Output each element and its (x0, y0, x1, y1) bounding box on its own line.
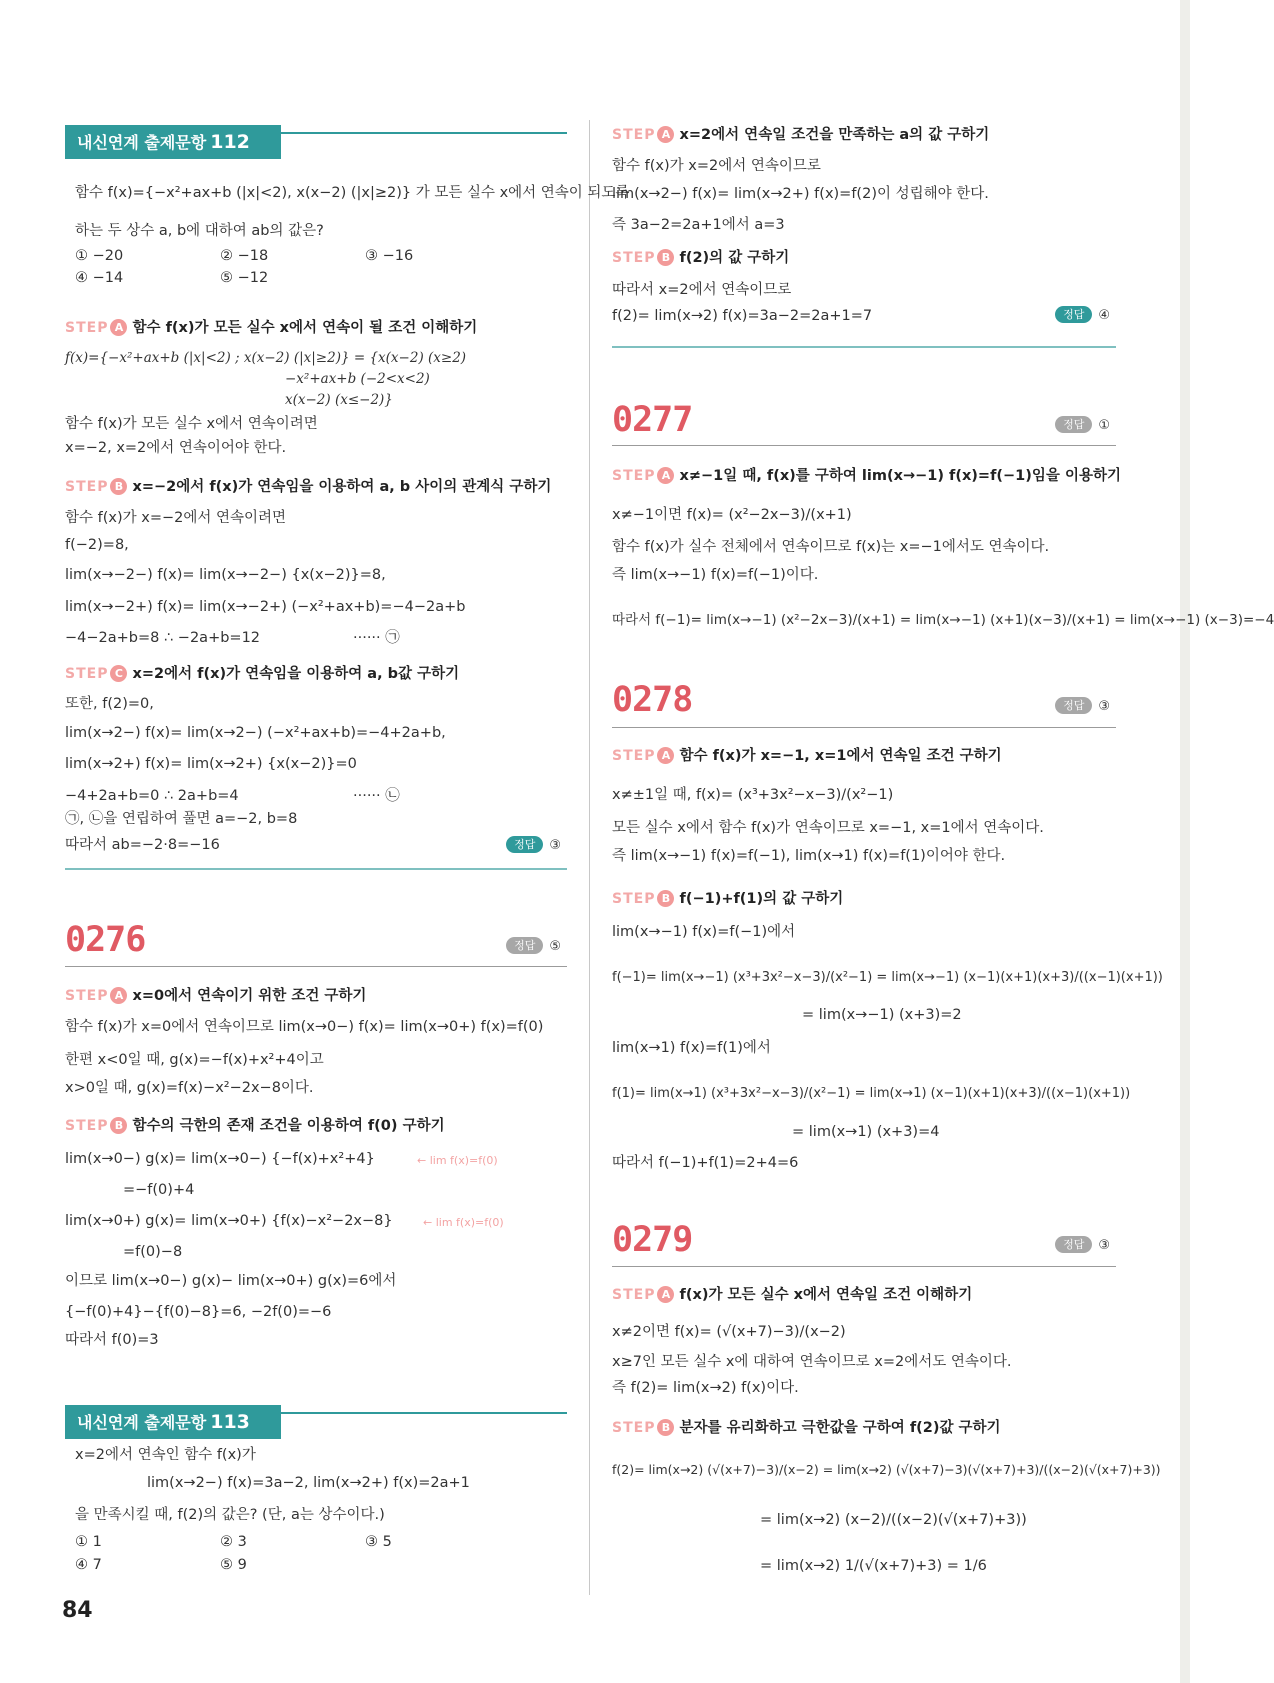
q112-b-line4: lim(x→−2+) f(x)= lim(x→−2+) (−x²+ax+b)=−4−2a+b (65, 599, 466, 615)
p0278-b-line5: f(1)= lim(x→1) (x³+3x²−x−3)/(x²−1) = lim(x→1) (x−1)(x+1)(x+3)/((x−1)(x+1)) (612, 1086, 1131, 1101)
q113-option-3: ③ 5 (365, 1534, 392, 1550)
p0276-answer (506, 937, 561, 954)
p0278-a-line3: 즉 lim(x→−1) f(x)=f(−1), lim(x→1) f(x)=f(1)이어야 한다. (612, 848, 1006, 864)
piecewise-line2: −x²+ax+b (−2<x<2) (285, 371, 430, 387)
answer-pill: 정답 (1055, 416, 1092, 433)
p0277-answer (1055, 416, 1110, 433)
q113-option-1: ① 1 (75, 1534, 102, 1550)
p0278-step-a: STEP A 함수 f(x)가 x=−1, x=1에서 연속일 조건 구하기 (612, 748, 1002, 764)
q112-c-line3: lim(x→2+) f(x)= lim(x→2+) {x(x−2)}=0 (65, 756, 357, 772)
p0279-b-line2: = lim(x→2) (x−2)/((x−2)(√(x+7)+3)) (760, 1512, 1027, 1528)
q113-line1: x=2에서 연속인 함수 f(x)가 (75, 1447, 256, 1463)
p0279-step-a: STEP A f(x)가 모든 실수 x에서 연속일 조건 이해하기 (612, 1287, 973, 1303)
p0276-b-line2: =−f(0)+4 (123, 1182, 195, 1198)
p0279-a-line1: x≠2이면 f(x)= (√(x+7)−3)/(x−2) (612, 1324, 846, 1340)
problem-number-0277: 0277 (612, 400, 693, 440)
p0276-a-line2: 한편 x<0일 때, g(x)=−f(x)+x²+4이고 (65, 1052, 324, 1068)
q112-a-line2: x=−2, x=2에서 연속이어야 한다. (65, 440, 287, 456)
sol113-a-line1: 함수 f(x)가 x=2에서 연속이므로 (612, 158, 821, 174)
p0279-a-line3: 즉 f(2)= lim(x→2) f(x)이다. (612, 1380, 799, 1396)
p0278-b-line4: lim(x→1) f(x)=f(1)에서 (612, 1040, 771, 1056)
p0278-step-b: STEP B f(−1)+f(1)의 값 구하기 (612, 891, 844, 907)
p0276-b-line4: =f(0)−8 (123, 1244, 183, 1260)
problem-rule (612, 727, 1116, 728)
p0278-b-line6: = lim(x→1) (x+3)=4 (792, 1124, 940, 1140)
page-number: 84 (62, 1598, 93, 1623)
section-separator (612, 346, 1116, 348)
q112-c-mark: ······ ㉡ (353, 788, 400, 804)
problem-112-header (65, 125, 567, 161)
p0279-answer (1055, 1236, 1110, 1253)
q112-c-line5: ㉠, ㉡을 연립하여 풀면 a=−2, b=8 (65, 811, 298, 827)
p0276-b-line6: {−f(0)+4}−{f(0)−8}=6, −2f(0)=−6 (65, 1304, 332, 1320)
q112-b-line5: −4−2a+b=8 ∴ −2a+b=12 (65, 630, 261, 646)
p0276-b-line1: lim(x→0−) g(x)= lim(x→0−) {−f(x)+x²+4} (65, 1151, 375, 1167)
q112-option-2: ② −18 (220, 248, 269, 264)
problem-113-header (65, 1405, 567, 1441)
answer-value: ⑤ (549, 939, 561, 954)
p0279-step-b: STEP B 분자를 유리화하고 극한값을 구하여 f(2)값 구하기 (612, 1420, 1001, 1436)
section-separator (65, 868, 567, 870)
p0278-b-line2: f(−1)= lim(x→−1) (x³+3x²−x−3)/(x²−1) = lim(x→−1) (x−1)(x+1)(x+3)/((x−1)(x+1)) (612, 970, 1163, 985)
q112-a-line1: 함수 f(x)가 모든 실수 x에서 연속이려면 (65, 416, 318, 432)
p0276-a-line1: 함수 f(x)가 x=0에서 연속이므로 lim(x→0−) f(x)= lim(x→0+) f(x)=f(0) (65, 1019, 544, 1035)
answer-value: ③ (1098, 1238, 1110, 1253)
header-number: 112 (210, 131, 250, 153)
p0277-step-a: STEP A x≠−1일 때, f(x)를 구하여 lim(x→−1) f(x)=f(−1)임을 이용하기 (612, 468, 1121, 484)
q113-option-4: ④ 7 (75, 1557, 102, 1573)
sol113-a-line3: 즉 3a−2=2a+1에서 a=3 (612, 217, 785, 233)
problem-rule (612, 1266, 1116, 1267)
q112-c-line6: 따라서 ab=−2·8=−16 (65, 837, 220, 853)
p0276-a-line3: x>0일 때, g(x)=f(x)−x²−2x−8이다. (65, 1080, 314, 1096)
q112-step-b: STEP B x=−2에서 f(x)가 연속임을 이용하여 a, b 사이의 관계식 구하기 (65, 479, 552, 495)
q112-step-c: STEP C x=2에서 f(x)가 연속임을 이용하여 a, b값 구하기 (65, 666, 460, 682)
p0278-a-line2: 모든 실수 x에서 함수 f(x)가 연속이므로 x=−1, x=1에서 연속이다. (612, 820, 1044, 836)
answer-pill: 정답 (1055, 1236, 1092, 1253)
p0278-a-line1: x≠±1일 때, f(x)= (x³+3x²−x−3)/(x²−1) (612, 787, 894, 803)
p0277-a-line4: 따라서 f(−1)= lim(x→−1) (x²−2x−3)/(x+1) = lim(x→−1) (x+1)(x−3)/(x+1) = lim(x→−1) (x−3)=−4 (612, 612, 1274, 628)
page-edge (1180, 0, 1190, 1683)
header-number: 113 (210, 1411, 250, 1433)
problem-number-0279: 0279 (612, 1220, 693, 1260)
q112-c-line1: 또한, f(2)=0, (65, 696, 154, 712)
sol113-answer (1055, 306, 1110, 323)
q113-option-2: ② 3 (220, 1534, 247, 1550)
header-label: 내신연계 출제문항 (77, 133, 207, 152)
q112-option-5: ⑤ −12 (220, 270, 269, 286)
q112-step-a: STEP A 함수 f(x)가 모든 실수 x에서 연속이 될 조건 이해하기 (65, 320, 478, 336)
p0279-b-line3: = lim(x→2) 1/(√(x+7)+3) = 1/6 (760, 1558, 987, 1574)
piecewise-line1: f(x)={−x²+ax+b (|x|<2) ; x(x−2) (|x|≥2)} = {x(x−2) (x≥2) (65, 350, 467, 366)
q112-c-line2: lim(x→2−) f(x)= lim(x→2−) (−x²+ax+b)=−4+2a+b, (65, 725, 446, 741)
p0276-step-a: STEP A x=0에서 연속이기 위한 조건 구하기 (65, 988, 367, 1004)
p0276-step-b: STEP B 함수의 극한의 존재 조건을 이용하여 f(0) 구하기 (65, 1118, 445, 1134)
q113-option-5: ⑤ 9 (220, 1557, 247, 1573)
p0277-a-line2: 함수 f(x)가 실수 전체에서 연속이므로 f(x)는 x=−1에서도 연속이다. (612, 539, 1050, 555)
p0278-b-line7: 따라서 f(−1)+f(1)=2+4=6 (612, 1155, 799, 1171)
piecewise-line3: x(x−2) (x≤−2)} (285, 392, 393, 408)
problem-number-0278: 0278 (612, 680, 693, 720)
answer-value: ③ (1098, 699, 1110, 714)
q112-answer (506, 836, 561, 853)
p0278-answer (1055, 697, 1110, 714)
answer-pill: 정답 (506, 836, 543, 853)
sol113-b-line2: f(2)= lim(x→2) f(x)=3a−2=2a+1=7 (612, 308, 873, 324)
q112-b-mark: ······ ㉠ (353, 630, 400, 646)
sol113-a-line2: lim(x→2−) f(x)= lim(x→2+) f(x)=f(2)이 성립해야 한다. (612, 186, 989, 202)
q112-option-4: ④ −14 (75, 270, 124, 286)
q112-b-line3: lim(x→−2−) f(x)= lim(x→−2−) {x(x−2)}=8, (65, 567, 386, 583)
answer-pill: 정답 (506, 937, 543, 954)
q113-line3: 을 만족시킬 때, f(2)의 값은? (단, a는 상수이다.) (75, 1507, 385, 1523)
p0276-b-line5: 이므로 lim(x→0−) g(x)− lim(x→0+) g(x)=6에서 (65, 1273, 397, 1289)
answer-pill: 정답 (1055, 306, 1092, 323)
p0276-b-hint1: ← lim f(x)=f(0) (417, 1154, 498, 1167)
answer-value: ③ (549, 838, 561, 853)
p0279-a-line2: x≥7인 모든 실수 x에 대하여 연속이므로 x=2에서도 연속이다. (612, 1354, 1012, 1370)
step-badge: STEP A (65, 320, 127, 336)
p0278-b-line1: lim(x→−1) f(x)=f(−1)에서 (612, 924, 796, 940)
p0279-b-line1: f(2)= lim(x→2) (√(x+7)−3)/(x−2) = lim(x→2) (√(x+7)−3)(√(x+7)+3)/((x−2)(√(x+7)+3)) (612, 1462, 1161, 1477)
q112-option-1: ① −20 (75, 248, 124, 264)
problem-rule (65, 966, 567, 967)
p0277-a-line1: x≠−1이면 f(x)= (x²−2x−3)/(x+1) (612, 507, 852, 523)
sol113-b-line1: 따라서 x=2에서 연속이므로 (612, 282, 792, 298)
problem-rule (612, 445, 1116, 446)
p0276-b-line3: lim(x→0+) g(x)= lim(x→0+) {f(x)−x²−2x−8} (65, 1213, 393, 1229)
q112-stem-line1: 함수 f(x)={−x²+ax+b (|x|<2), x(x−2) (|x|≥2)} 가 모든 실수 x에서 연속이 되도록 (75, 185, 630, 201)
q112-option-3: ③ −16 (365, 248, 414, 264)
q112-c-line4: −4+2a+b=0 ∴ 2a+b=4 (65, 788, 239, 804)
q112-stem-line2: 하는 두 상수 a, b에 대하여 ab의 값은? (75, 223, 324, 239)
column-divider (589, 120, 590, 1595)
q112-b-line1: 함수 f(x)가 x=−2에서 연속이려면 (65, 510, 287, 526)
answer-pill: 정답 (1055, 697, 1092, 714)
p0277-a-line3: 즉 lim(x→−1) f(x)=f(−1)이다. (612, 567, 819, 583)
header-label: 내신연계 출제문항 (77, 1413, 207, 1432)
p0276-b-hint2: ← lim f(x)=f(0) (423, 1216, 504, 1229)
p0278-b-line3: = lim(x→−1) (x+3)=2 (802, 1007, 962, 1023)
sol113-step-a: STEP A x=2에서 연속일 조건을 만족하는 a의 값 구하기 (612, 127, 990, 143)
problem-number-0276: 0276 (65, 920, 146, 960)
sol113-step-b: STEP B f(2)의 값 구하기 (612, 250, 790, 266)
q113-line2: lim(x→2−) f(x)=3a−2, lim(x→2+) f(x)=2a+1 (147, 1475, 470, 1491)
answer-value: ④ (1098, 308, 1110, 323)
answer-value: ① (1098, 418, 1110, 433)
q112-b-line2: f(−2)=8, (65, 537, 129, 553)
p0276-b-line7: 따라서 f(0)=3 (65, 1332, 159, 1348)
